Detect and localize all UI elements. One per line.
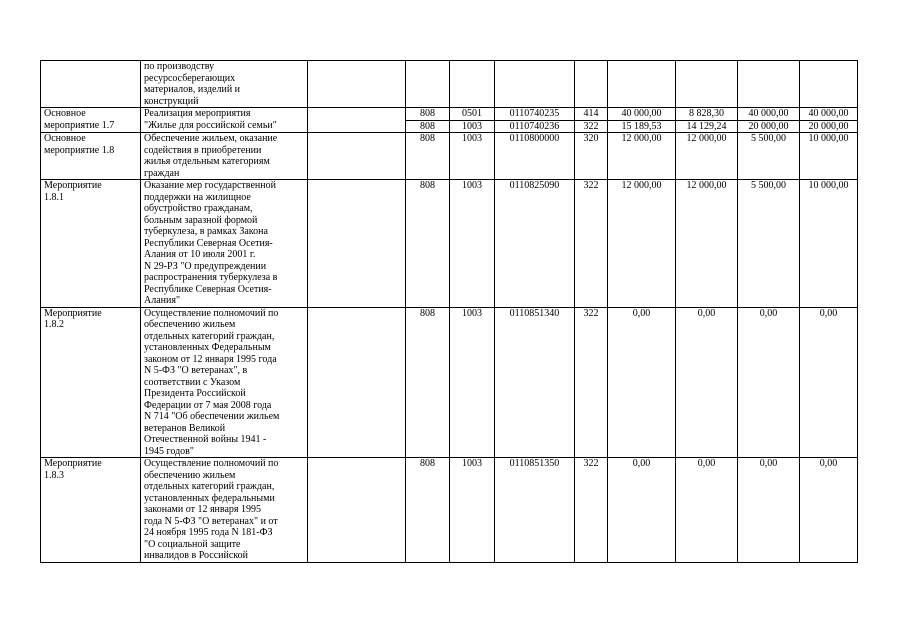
table-row: [41, 108, 858, 121]
amount-cell: 0,00: [676, 307, 738, 458]
amount-cell: 0,00: [738, 458, 800, 563]
event-name-cell: Основное мероприятие 1.7: [41, 108, 141, 133]
executor-cell: [308, 133, 406, 180]
amount-cell: 0,00: [608, 458, 676, 563]
grbs-cell: 808: [406, 458, 450, 563]
executor-cell: [308, 108, 406, 133]
csr-cell: 0110740235: [495, 108, 575, 121]
amount-cell: 40 000,00: [800, 108, 858, 121]
amount-cell: 20 000,00: [738, 120, 800, 133]
event-name-cell: Мероприятие 1.8.1: [41, 180, 141, 308]
event-description-cell: Реализация мероприятия "Жилье для российской семьи": [141, 108, 308, 133]
amount-cell: 0,00: [738, 307, 800, 458]
amount-cell: [738, 61, 800, 108]
amount-cell: 12 000,00: [608, 180, 676, 308]
executor-cell: [308, 307, 406, 458]
amount-cell: 0,00: [800, 458, 858, 563]
amount-cell: 12 000,00: [608, 133, 676, 180]
amount-cell: 12 000,00: [676, 180, 738, 308]
rzpr-cell: 1003: [450, 307, 495, 458]
executor-cell: [308, 61, 406, 108]
rzpr-cell: 1003: [450, 180, 495, 308]
amount-cell: 0,00: [676, 458, 738, 563]
csr-cell: 0110800000: [495, 133, 575, 180]
amount-cell: 5 500,00: [738, 180, 800, 308]
event-name-cell: Мероприятие 1.8.3: [41, 458, 141, 563]
vr-cell: 320: [575, 133, 608, 180]
event-description-cell: Осуществление полномочий по обеспечению жильем отдельных категорий граждан, установленных Федеральным законом от 12 января 1995 года N 5-ФЗ "О ветеранах", в соответствии с Указом Президента Российской Федерации от 7 мая 2008 года N 714 "Об обеспечении жильем ветеранов Великой Отечественной войны 1941 - 1945 годов": [141, 307, 308, 458]
event-description-cell: по производству ресурсосберегающих материалов, изделий и конструкций: [141, 61, 308, 108]
budget-table: [40, 60, 858, 563]
amount-cell: 40 000,00: [608, 108, 676, 121]
event-description-cell: Обеспечение жильем, оказание содействия в приобретении жилья отдельным категориям граждан: [141, 133, 308, 180]
grbs-cell: 808: [406, 120, 450, 133]
table-row: [41, 180, 858, 308]
csr-cell: [495, 61, 575, 108]
executor-cell: [308, 180, 406, 308]
vr-cell: [575, 61, 608, 108]
event-name-cell: Мероприятие 1.8.2: [41, 307, 141, 458]
rzpr-cell: [450, 61, 495, 108]
grbs-cell: 808: [406, 307, 450, 458]
amount-cell: 5 500,00: [738, 133, 800, 180]
csr-cell: 0110740236: [495, 120, 575, 133]
amount-cell: [800, 61, 858, 108]
csr-cell: 0110825090: [495, 180, 575, 308]
amount-cell: 0,00: [800, 307, 858, 458]
executor-cell: [308, 458, 406, 563]
grbs-cell: 808: [406, 133, 450, 180]
amount-cell: 20 000,00: [800, 120, 858, 133]
event-name-cell: Основное мероприятие 1.8: [41, 133, 141, 180]
grbs-cell: 808: [406, 180, 450, 308]
amount-cell: 10 000,00: [800, 180, 858, 308]
event-name-cell: [41, 61, 141, 108]
amount-cell: 0,00: [608, 307, 676, 458]
vr-cell: 322: [575, 120, 608, 133]
amount-cell: 40 000,00: [738, 108, 800, 121]
document-page: [40, 60, 857, 563]
table-row: [41, 133, 858, 180]
amount-cell: 10 000,00: [800, 133, 858, 180]
csr-cell: 0110851350: [495, 458, 575, 563]
grbs-cell: 808: [406, 108, 450, 121]
table-row: [41, 307, 858, 458]
amount-cell: [608, 61, 676, 108]
event-description-cell: Оказание мер государственной поддержки на жилищное обустройство гражданам, больным заразной формой туберкулеза, в рамках Закона Республики Северная Осетия- Алания от 10 июля 2001 г. N 29-РЗ "О предупреждении распространения туберкулеза в Республике Северная Осетия- Алания": [141, 180, 308, 308]
rzpr-cell: 1003: [450, 133, 495, 180]
amount-cell: 15 189,53: [608, 120, 676, 133]
amount-cell: 12 000,00: [676, 133, 738, 180]
event-description-cell: Осуществление полномочий по обеспечению жильем отдельных категорий граждан, установленных федеральными законами от 12 января 1995 года N 5-ФЗ "О ветеранах" и от 24 ноября 1995 года N 181-ФЗ "О социальной защите инвалидов в Российской: [141, 458, 308, 563]
amount-cell: 8 828,30: [676, 108, 738, 121]
vr-cell: 322: [575, 458, 608, 563]
table-row: [41, 61, 858, 108]
rzpr-cell: 1003: [450, 120, 495, 133]
vr-cell: 322: [575, 307, 608, 458]
table-row: [41, 458, 858, 563]
grbs-cell: [406, 61, 450, 108]
amount-cell: [676, 61, 738, 108]
rzpr-cell: 1003: [450, 458, 495, 563]
vr-cell: 322: [575, 180, 608, 308]
rzpr-cell: 0501: [450, 108, 495, 121]
amount-cell: 14 129,24: [676, 120, 738, 133]
vr-cell: 414: [575, 108, 608, 121]
csr-cell: 0110851340: [495, 307, 575, 458]
